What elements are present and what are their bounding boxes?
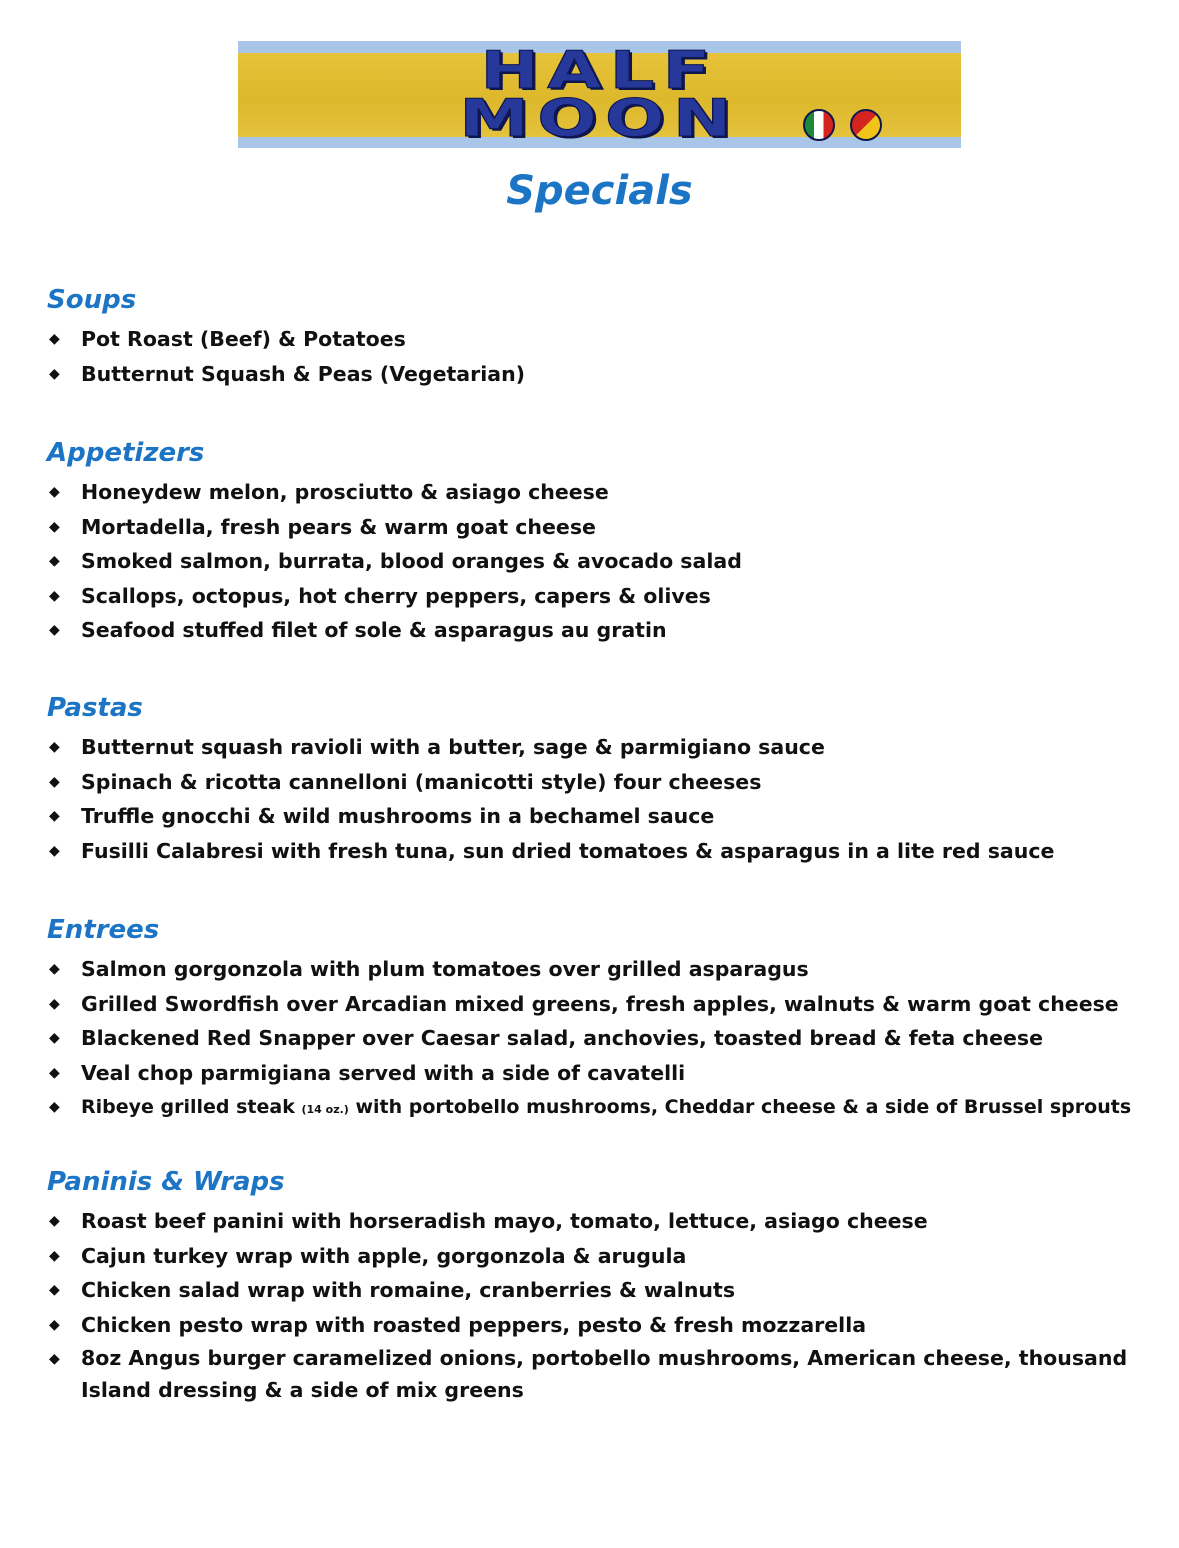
menu-item-text: Spinach & ricotta cannelloni (manicotti style) four cheeses	[81, 769, 762, 794]
menu-item-text: 8oz Angus burger caramelized onions, portobello mushrooms, American cheese, thousand Island dressing & a side of mix greens	[81, 1346, 1128, 1402]
menu-item	[47, 834, 1147, 869]
section-heading: Soups	[47, 285, 137, 315]
menu-item	[47, 1239, 1147, 1274]
menu-item-text: Veal chop parmigiana served with a side of cavatelli	[81, 1060, 686, 1085]
menu-list	[47, 1204, 1147, 1406]
menu-item-text: Roast beef panini with horseradish mayo, tomato, lettuce, asiago cheese	[81, 1209, 928, 1233]
menu-item	[47, 1090, 1147, 1128]
menu-item-text: Scallops, octopus, hot cherry peppers, capers & olives	[81, 583, 711, 608]
menu-item	[47, 1342, 1131, 1406]
diamond-bullet-icon: ◆	[49, 518, 60, 535]
menu-list	[47, 952, 1147, 1128]
menu-item-text: Butternut squash ravioli with a butter, sage & parmigiano sauce	[81, 735, 825, 759]
section-heading: Pastas	[47, 693, 143, 723]
menu-item	[47, 579, 1147, 614]
menu-item	[47, 510, 1147, 545]
menu-item-text: Pot Roast (Beef) & Potatoes	[81, 327, 406, 351]
menu-item-text: Truffle gnocchi & wild mushrooms in a bechamel sauce	[81, 804, 715, 828]
section-appetizers	[47, 437, 1147, 648]
diamond-bullet-icon: ◆	[49, 1316, 60, 1333]
menu-item	[47, 544, 1147, 579]
diamond-bullet-icon: ◆	[49, 808, 60, 824]
italian-flag-icon	[803, 109, 835, 141]
diamond-bullet-icon: ◆	[49, 995, 60, 1012]
diamond-bullet-icon: ◆	[49, 553, 60, 569]
menu-item	[47, 475, 1147, 510]
menu-item-text: Ribeye grilled steak	[81, 1096, 302, 1118]
menu-item-text: Seafood stuffed filet of sole & asparagus au gratin	[81, 618, 667, 642]
menu-item-text: Salmon gorgonzola with plum tomatoes over grilled asparagus	[81, 957, 809, 981]
menu-item	[47, 1204, 1147, 1239]
diamond-bullet-icon: ◆	[49, 1247, 60, 1264]
menu-item-text: Butternut Squash & Peas (Vegetarian)	[81, 361, 526, 386]
diamond-bullet-icon: ◆	[49, 842, 60, 859]
diamond-bullet-icon: ◆	[49, 331, 60, 347]
menu-item-text: Grilled Swordfish over Arcadian mixed greens, fresh apples, walnuts & warm goat cheese	[81, 991, 1119, 1016]
menu-item	[47, 357, 1147, 392]
menu-item-text: Chicken pesto wrap with roasted peppers, pesto & fresh mozzarella	[81, 1312, 867, 1337]
portion-size-note: (14 oz.)	[301, 1103, 349, 1116]
menu-list	[47, 730, 1147, 868]
menu-item-text: with portobello mushrooms, Cheddar cheese & a side of Brussel sprouts	[348, 1096, 1132, 1118]
menu-list	[47, 322, 1147, 391]
menu-item-text: Blackened Red Snapper over Caesar salad, anchovies, toasted bread & feta cheese	[81, 1026, 1043, 1050]
section-heading: Paninis & Wraps	[47, 1167, 285, 1197]
menu-item	[47, 765, 1147, 800]
diamond-bullet-icon: ◆	[49, 484, 60, 500]
menu-list	[47, 475, 1147, 648]
diamond-bullet-icon: ◆	[49, 1282, 60, 1298]
diamond-bullet-icon: ◆	[49, 1213, 60, 1229]
menu-item	[47, 613, 1147, 648]
section-heading: Entrees	[47, 915, 160, 945]
diamond-bullet-icon: ◆	[49, 587, 60, 604]
diamond-bullet-icon: ◆	[49, 1030, 60, 1046]
menu-item-text: Cajun turkey wrap with apple, gorgonzola & arugula	[81, 1243, 687, 1268]
menu-item-text: Smoked salmon, burrata, blood oranges & avocado salad	[81, 549, 742, 573]
menu-item	[47, 1308, 1147, 1343]
sicilian-flag-icon	[850, 109, 882, 141]
menu-item	[47, 322, 1147, 357]
section-pastas	[47, 692, 1147, 868]
section-entrees	[47, 914, 1147, 1128]
menu-item	[47, 1056, 1147, 1091]
section-heading: Appetizers	[47, 438, 205, 468]
menu-item-text: Honeydew melon, prosciutto & asiago cheese	[81, 480, 609, 504]
menu-item-text: Mortadella, fresh pears & warm goat cheese	[81, 514, 596, 539]
menu-item	[47, 799, 1147, 834]
menu-item	[47, 952, 1147, 987]
diamond-bullet-icon: ◆	[49, 1351, 60, 1367]
diamond-bullet-icon: ◆	[49, 961, 60, 977]
menu-item	[47, 730, 1147, 765]
section-soups	[47, 284, 1147, 391]
diamond-bullet-icon: ◆	[49, 1099, 60, 1115]
section-paninis-wraps	[47, 1166, 1147, 1406]
menu-item-text: Chicken salad wrap with romaine, cranberries & walnuts	[81, 1278, 736, 1302]
menu-item	[47, 1021, 1147, 1056]
half-moon-logo	[238, 41, 961, 148]
menu-item	[47, 987, 1147, 1022]
diamond-bullet-icon: ◆	[49, 365, 60, 382]
page-title: Specials	[506, 168, 693, 214]
menu-item-text: Fusilli Calabresi with fresh tuna, sun dried tomatoes & asparagus in a lite red sauce	[81, 838, 1055, 863]
diamond-bullet-icon: ◆	[49, 739, 60, 755]
diamond-bullet-icon: ◆	[49, 1064, 60, 1081]
diamond-bullet-icon: ◆	[49, 773, 60, 790]
diamond-bullet-icon: ◆	[49, 622, 60, 638]
menu-item	[47, 1273, 1147, 1308]
logo-word-moon: MOON	[459, 89, 740, 148]
logo-word-half: HALF	[480, 41, 719, 101]
